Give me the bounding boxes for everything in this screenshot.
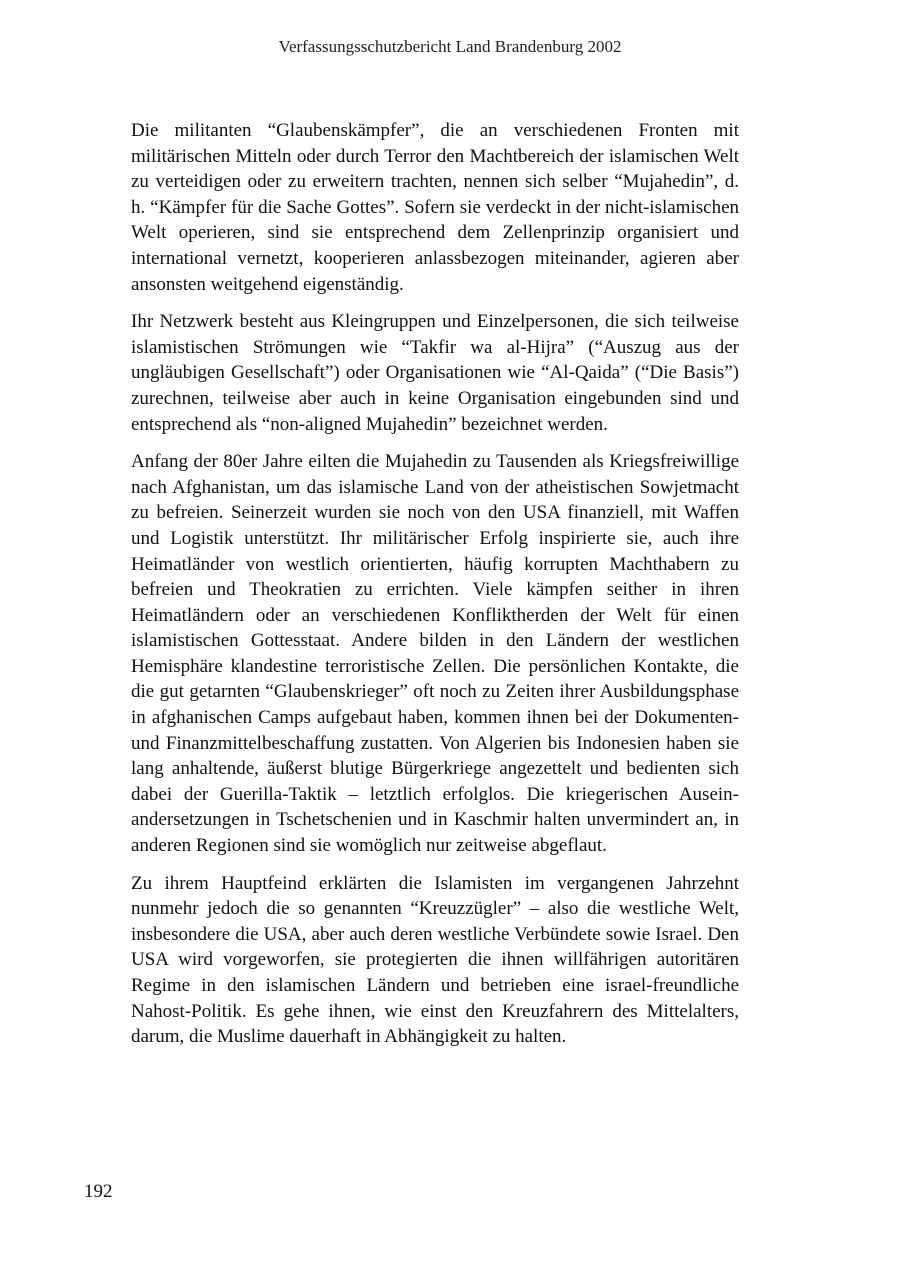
paragraph-hauptfeind: Zu ihrem Hauptfeind erklärten die Islamisten im vergangenen Jahrzehnt nunmehr jedoch die so genannten “Kreuzzügler” – also die westliche Welt, insbesondere die USA, aber auch deren westliche Verbündete sowie Israel. Den USA wird vorgeworfen, sie protegierten die ihnen willfährigen autoritären Regime in den islamischen Ländern und betrieben eine israel-freundliche Nahost-Politik. Es gehe ihnen, wie einst den Kreuzfahrern des Mittelalters, darum, die Muslime dauerhaft in Abhängigkeit zu halten. — [131, 872, 739, 1048]
page-number: 192 — [84, 1181, 113, 1202]
body-text — [131, 118, 739, 1062]
paragraph-afghanistan: Anfang der 80er Jahre eilten die Mujahedin zu Tausenden als Kriegsfreiwillige nach Afghanistan, um das islamische Land von der atheistischen Sowjetmacht zu befreien. Seinerzeit wurden sie noch von den USA finanziell, mit Waffen und Logistik unterstützt. Ihr militärischer Erfolg inspirierte sie, auch ihre Heimatländer von westlich orientierten, häufig korrupten Machthabern zu befreien und Theokratien zu errichten. Viele kämpfen seither in ihren Heimatländern oder an verschiedenen Konfliktherden der Welt für einen islamistischen Gottesstaat. Andere bilden in den Ländern der westlichen Hemisphäre klandestine terroristische Zellen. Die persönlichen Kontakte, die die gut getarnten “Glaubenskrieger” oft noch zu Zeiten ihrer Ausbildungsphase in afghanischen Camps aufgebaut haben, kommen ihnen bei der Dokumenten- und Finanzmittelbeschaffung zustatten. Von Algerien bis Indonesien haben sie lang anhaltende, äußerst blutige Bürgerkriege angezettelt und bedienten sich dabei der Guerilla-Taktik – letztlich erfolglos. Die kriegerischen Auseinandersetzungen in Tschetschenien und in Kaschmir halten unvermindert an, in anderen Regionen sind sie womöglich nur zeitweise abgeflaut. — [131, 451, 739, 857]
paragraph-mujahedin: Die militanten “Glaubenskämpfer”, die an verschiedenen Fronten mit militärischen Mitteln oder durch Terror den Machtbereich der islamischen Welt zu verteidigen oder zu erweitern trachten, nennen sich selber “Mujahedin”, d. h. “Kämpfer für die Sache Gottes”. Sofern sie verdeckt in der nicht-islamischen Welt operieren, sind sie entsprechend dem Zellenprinzip organisiert und international vernetzt, kooperieren anlassbezogen miteinander, agieren aber ansonsten weitgehend eigenständig. — [131, 120, 739, 295]
paragraph-netzwerk: Ihr Netzwerk besteht aus Kleingruppen und Einzelpersonen, die sich teilweise islamistischen Strömungen wie “Takfir wa al-Hijra” (“Auszug aus der ungläubigen Gesellschaft”) oder Organisationen wie “Al-Qaida” (“Die Basis”) zurechnen, teilweise aber auch in keine Organisation eingebunden sind und entsprechend als “non-aligned Mujahedin” bezeichnet werden. — [131, 311, 739, 435]
running-header: Verfassungsschutzbericht Land Brandenburg 2002 — [278, 37, 622, 56]
